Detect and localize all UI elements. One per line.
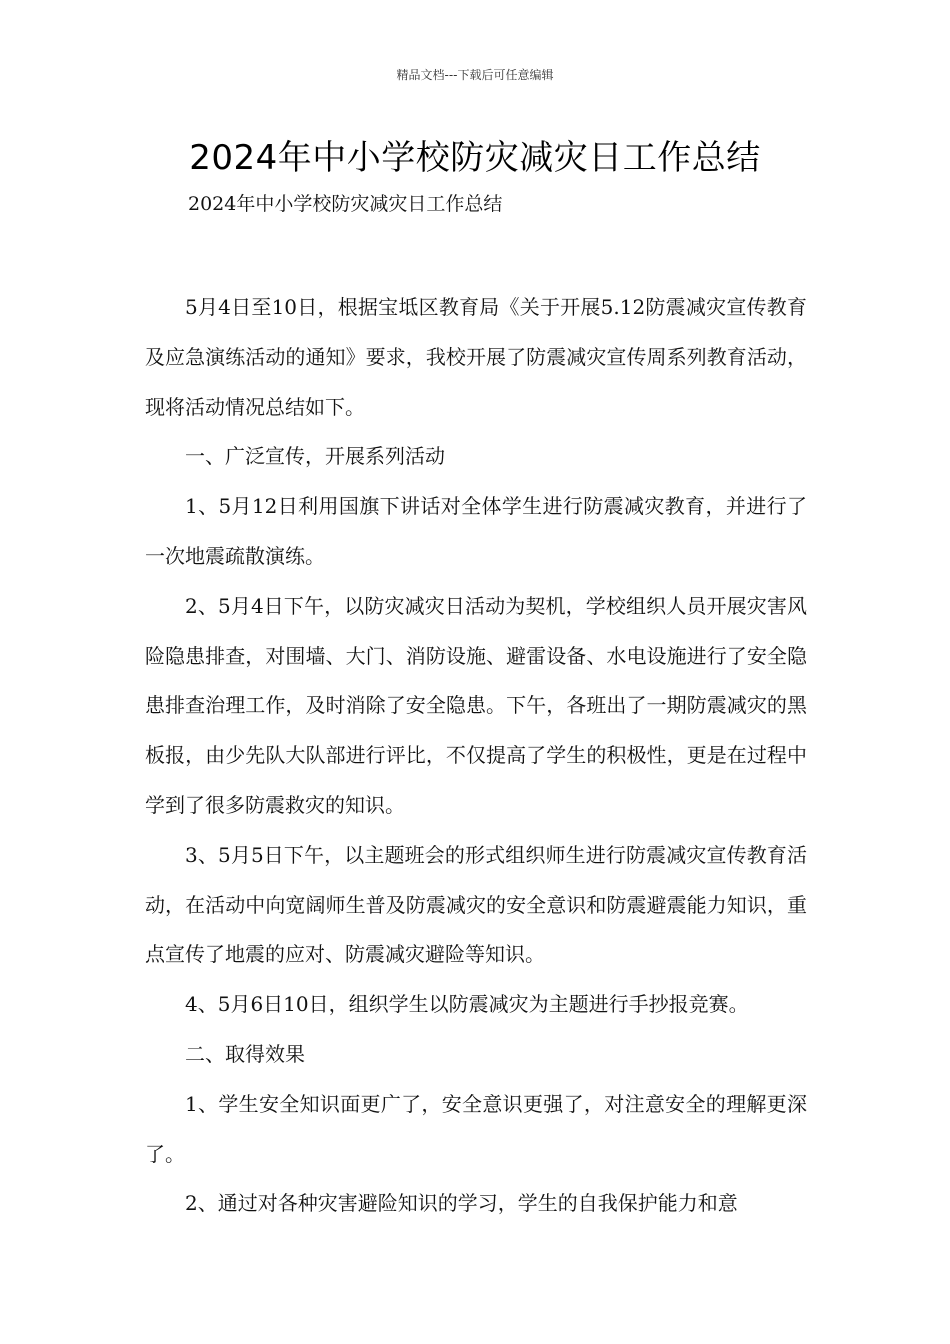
- document-title: 2024年中小学校防灾减灾日工作总结: [189, 138, 761, 178]
- section-heading-1: 一、广泛宣传，开展系列活动: [185, 444, 445, 469]
- document-body: [145, 283, 807, 1229]
- paragraph-item-1-3: 3、5月5日下午，以主题班会的形式组织师生进行防震减灾宣传教育活动，在活动中向宽阔师生普及防震减灾的安全意识和防震避震能力知识，重点宣传了地震的应对、防震减灾避险等知识。: [145, 842, 807, 967]
- paragraph-item-1-2: 2、5月4日下午，以防灾减灾日活动为契机，学校组织人员开展灾害风险隐患排查，对围墙、大门、消防设施、避雷设备、水电设施进行了安全隐患排查治理工作，及时消除了安全隐患。下午，各班出了一期防震减灾的黑板报，由少先队大队部进行评比，不仅提高了学生的积极性，更是在过程中学到了很多防震救灾的知识。: [145, 593, 807, 817]
- document-subtitle: 2024年中小学校防灾减灾日工作总结: [188, 193, 503, 215]
- paragraph-item-1-4: 4、5月6日10日，组织学生以防震减灾为主题进行手抄报竞赛。: [185, 992, 749, 1017]
- header-note: 精品文档---下载后可任意编辑: [396, 68, 554, 82]
- paragraph-intro: 5月4日至10日，根据宝坻区教育局《关于开展5.12防震减灾宣传教育及应急演练活动的通知》要求，我校开展了防震减灾宣传周系列教育活动，现将活动情况总结如下。: [145, 295, 807, 419]
- section-heading-2: 二、取得效果: [185, 1041, 305, 1066]
- paragraph-item-2-1: 1、学生安全知识面更广了，安全意识更强了，对注意安全的理解更深了。: [145, 1091, 807, 1166]
- paragraph-item-1-1: 1、5月12日利用国旗下讲话对全体学生进行防震减灾教育，并进行了一次地震疏散演练。: [145, 494, 807, 568]
- paragraph-item-2-2: 2、通过对各种灾害避险知识的学习，学生的自我保护能力和意: [185, 1191, 738, 1216]
